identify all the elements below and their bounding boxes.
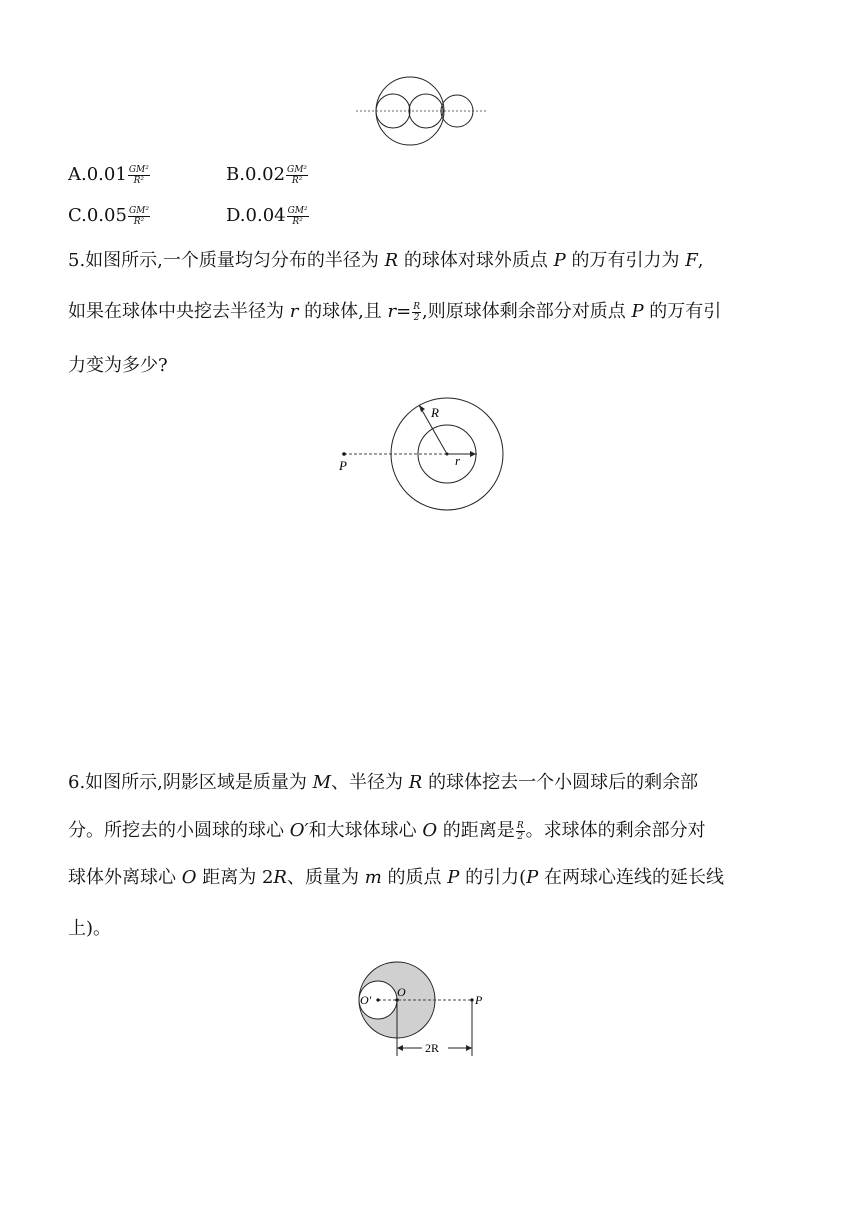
three-spheres-figure [350, 74, 490, 148]
label-2R: 2R [425, 1041, 440, 1055]
label-R: R [431, 405, 439, 420]
q5-line-1: 5.如图所示,一个质量均匀分布的半径为 R 的球体对球外质点 P 的万有引力为 F, [68, 250, 704, 271]
q6-line-1: 6.如图所示,阴影区域是质量为 M、半径为 R 的球体挖去一个小圆球后的剩余部 [68, 772, 699, 793]
q5-line-2: 如果在球体中央挖去半径为 r 的球体,且 r= $\frac{R}{2}$ ,则原球体剩余部分对质点 P 的万有引 [68, 301, 722, 323]
q6-line-3: 球体外离球心 O 距离为 2R、质量为 m 的质点 P 的引力(P 在两球心连线的延长线 [68, 867, 724, 888]
label-P: P [339, 458, 347, 473]
q5-line-3: 力变为多少? [68, 355, 168, 376]
option-c: C.0.05 $\frac{\text{GM²}}{\text{R²}}$ [68, 205, 149, 227]
label-O-prime: O′ [360, 993, 372, 1007]
label-P: P [475, 993, 483, 1007]
option-b: B.0.02 $\frac{\text{GM²}}{\text{R²}}$ [226, 164, 308, 186]
hollow-sphere-figure [330, 395, 510, 515]
label-r: r [455, 453, 461, 468]
label-O: O [397, 985, 406, 999]
q6-line-2: 分。所挖去的小圆球的球心 O′和大球体球心 O 的距离是 $\frac{R}{2}$ 。求球体的剩余部分对 [68, 820, 706, 842]
q6-line-4: 上)。 [68, 918, 112, 939]
cavity-sphere-figure [350, 960, 500, 1060]
option-d: D.0.04 $\frac{\text{GM²}}{\text{R²}}$ [226, 205, 308, 227]
option-a: A.0.01 $\frac{\text{GM²}}{\text{R²}}$ [68, 164, 149, 186]
